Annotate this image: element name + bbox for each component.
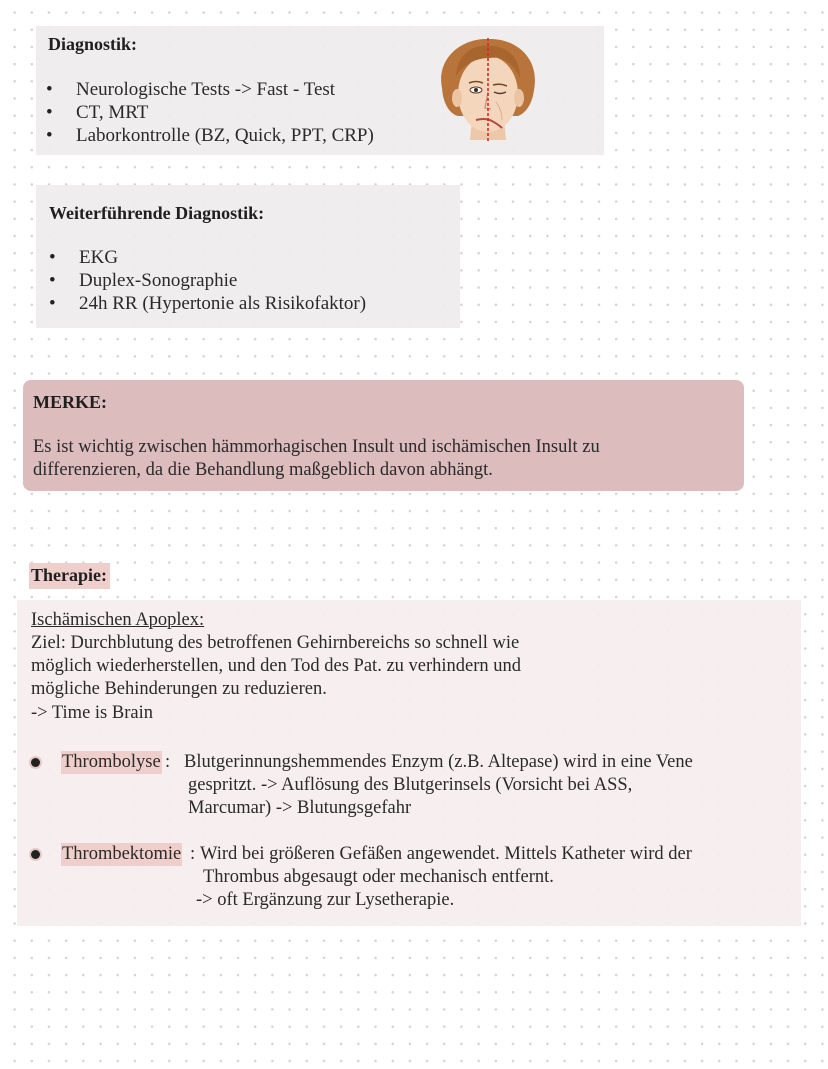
thrombektomie-line-3: -> oft Ergänzung zur Lysetherapie. <box>196 890 455 910</box>
thrombolyse-colon: : <box>165 752 171 772</box>
thrombektomie-colon: : <box>190 844 196 864</box>
diagnostik-heading: Diagnostik: <box>48 34 138 54</box>
thrombolyse-line-1: Blutgerinnungshemmendes Enzym (z.B. Altepase) wird in eine Vene <box>184 752 693 772</box>
thrombolyse-bullet <box>31 758 40 767</box>
thrombolyse-line-3: Marcumar) -> Blutungsgefahr <box>188 798 412 818</box>
thrombektomie-bullet <box>31 850 40 859</box>
list-item: • Neurologische Tests -> Fast - Test <box>46 78 374 101</box>
merke-heading: MERKE: <box>33 392 107 412</box>
merke-text-line-2: differenzieren, da die Behandlung maßgeblich davon abhängt. <box>33 460 493 480</box>
list-item: • EKG <box>49 246 366 269</box>
therapie-heading: Therapie: <box>29 563 110 589</box>
merke-text-line-1: Es ist wichtig zwischen hämmorhagischen Insult und ischämischen Insult zu <box>33 437 600 457</box>
weiterfuehrende-diagnostik-heading: Weiterführende Diagnostik: <box>49 203 265 223</box>
diagnostik-list <box>46 78 374 147</box>
list-item: • Duplex-Sonographie <box>49 269 366 292</box>
thrombektomie-term: Thrombektomie <box>62 844 182 864</box>
ziel-line-2: möglich wiederherstellen, und den Tod des Pat. zu verhindern und <box>31 656 522 676</box>
weiterfuehrende-diagnostik-list <box>49 246 366 315</box>
thrombektomie-line-1: Wird bei größeren Gefäßen angewendet. Mittels Katheter wird der <box>200 844 692 864</box>
stroke-face-illustration <box>432 36 544 146</box>
list-item: • 24h RR (Hypertonie als Risikofaktor) <box>49 292 366 315</box>
time-is-brain: -> Time is Brain <box>31 703 153 723</box>
thrombolyse-line-2: gespritzt. -> Auflösung des Blutgerinsels (Vorsicht bei ASS, <box>188 775 633 795</box>
list-item: • CT, MRT <box>46 101 374 124</box>
list-item: • Laborkontrolle (BZ, Quick, PPT, CRP) <box>46 124 374 147</box>
thrombolyse-term: Thrombolyse <box>62 752 161 772</box>
ziel-line-3: mögliche Behinderungen zu reduzieren. <box>31 679 327 699</box>
weiterfuehrende-diagnostik-box <box>36 185 460 328</box>
therapie-subtitle: Ischämischen Apoplex: <box>31 610 205 630</box>
thrombektomie-line-2: Thrombus abgesaugt oder mechanisch entfernt. <box>203 867 554 887</box>
ziel-line-1: Ziel: Durchblutung des betroffenen Gehirnbereichs so schnell wie <box>31 633 520 653</box>
merke-box <box>23 380 744 491</box>
